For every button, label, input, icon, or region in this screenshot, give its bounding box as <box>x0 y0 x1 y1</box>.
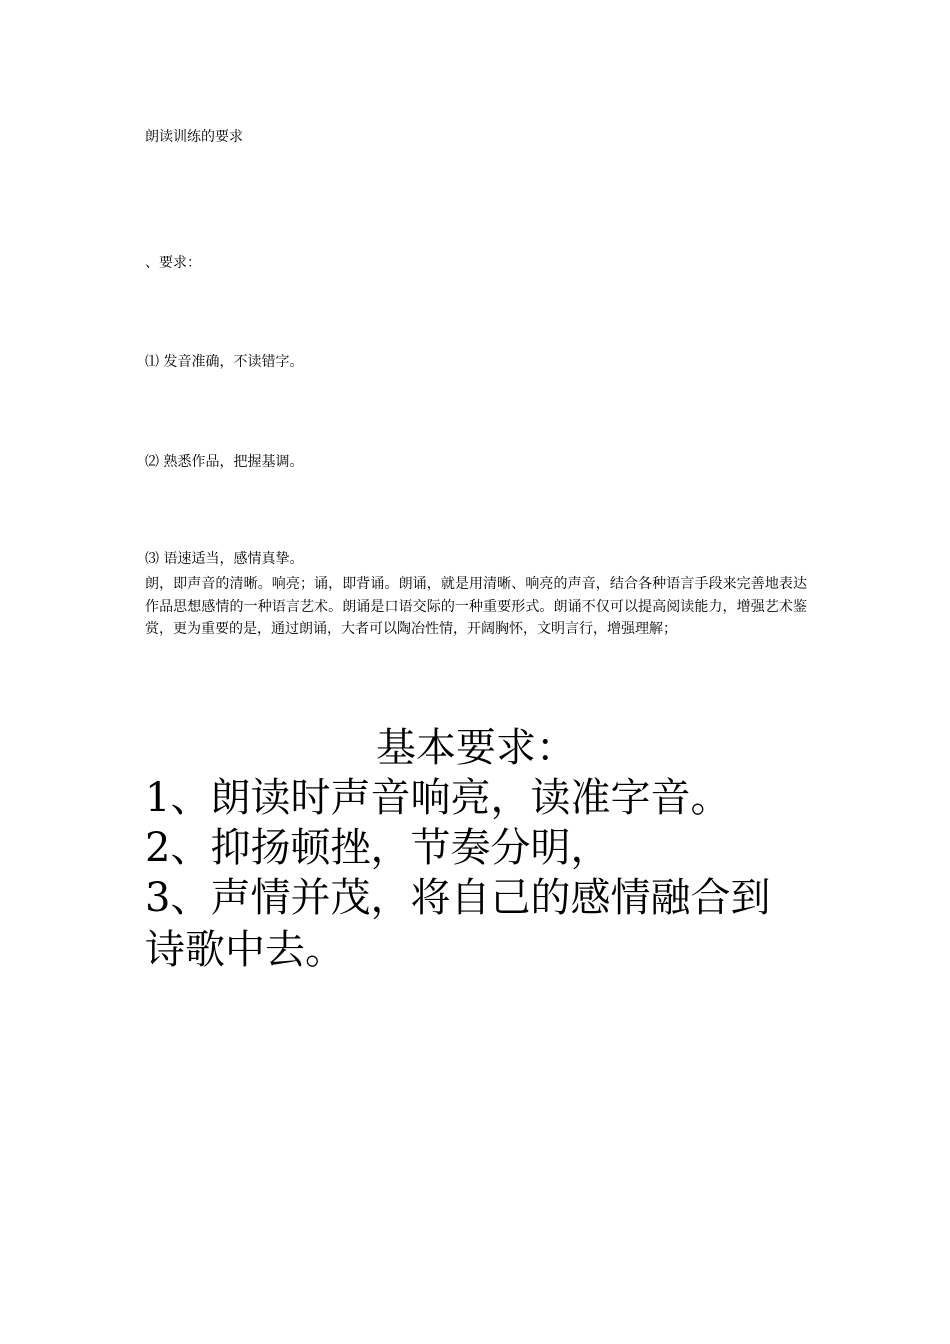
basic-point-2: 2、抑扬顿挫，节奏分明， <box>145 825 611 871</box>
requirement-item-2: ⑵ 熟悉作品，把握基调。 <box>145 454 304 470</box>
requirement-item-3: ⑶ 语速适当，感情真挚。 <box>145 551 304 567</box>
requirements-label: 、要求： <box>145 255 201 271</box>
explanation-paragraph: 朗，即声音的清晰。响亮；诵，即背诵。朗诵，就是用清晰、响亮的声音，结合各种语言手段来完善地表达作品思想感情的一种语言艺术。朗诵是口语交际的一种重要形式。朗诵不仅可以提高阅读能力，增强艺术鉴赏，更为重要的是，通过朗诵，大者可以陶冶性情，开阔胸怀，文明言行，增强理解； <box>145 576 807 637</box>
basic-point-1: 1、朗读时声音响亮，读准字音。 <box>145 775 731 821</box>
document-title: 朗读训练的要求 <box>145 129 243 145</box>
basic-point-3: 3、声情并茂，将自己的感情融合到诗歌中去。 <box>145 875 771 973</box>
requirement-item-1: ⑴ 发音准确，不读错字。 <box>145 354 304 370</box>
basic-requirements-heading: 基本要求： <box>376 725 576 771</box>
